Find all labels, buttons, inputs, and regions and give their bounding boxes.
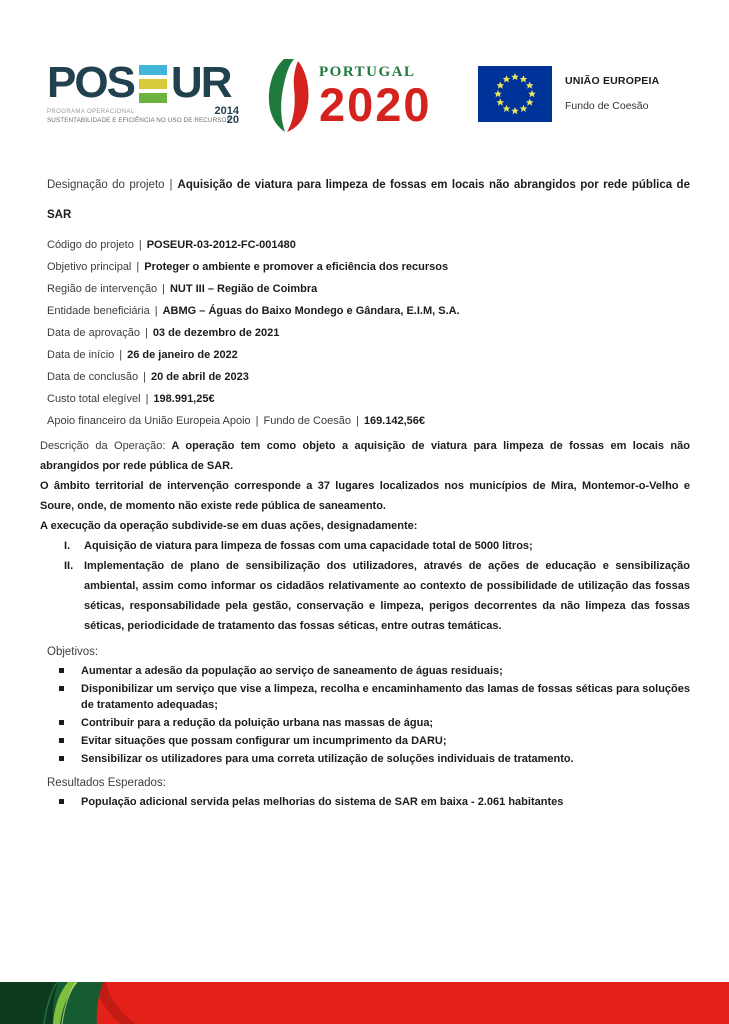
- operation-description: [40, 436, 690, 636]
- poseur-years: [215, 107, 239, 125]
- list-item: Aumentar a adesão da população ao serviço de saneamento de águas residuais;: [40, 663, 690, 679]
- poseur-wordmark-pre: POS: [47, 58, 134, 107]
- poseur-wordmark: [47, 58, 239, 107]
- actions-list-item: II. Implementação de plano de sensibilização dos utilizadores, através de ações de educação e sensibilização ambiental, assim como informar os cidadãos relativamente ao contexto de possibilidade de utilização das fossas séticas, responsabilidade pela gestão, conservação e limpeza, perigos decorrentes da não limpeza das fossas séticas, periodicidade de tratamento das fossas séticas, entre outras temáticas.: [64, 560, 690, 632]
- eu-flag-icon: [478, 66, 552, 122]
- bullet-icon: [59, 738, 64, 743]
- eu-logo: [478, 66, 659, 122]
- document-content: [40, 170, 690, 810]
- actions-list: [40, 536, 690, 636]
- eu-text: [565, 66, 659, 122]
- detail-row: Região de intervenção | NUT III – Região de Coimbra: [47, 283, 318, 295]
- bullet-icon: [59, 668, 64, 673]
- objectives-title: Objetivos:: [47, 646, 99, 658]
- portugal2020-logo: [268, 58, 432, 132]
- designation-value: Aquisição de viatura para limpeza de fossas em locais não abrangidos por rede pública de SAR: [47, 179, 690, 221]
- project-details: [47, 234, 690, 432]
- list-item: Contribuir para a redução da poluição urbana nas massas de água;: [40, 715, 690, 731]
- bullet-icon: [59, 756, 64, 761]
- portugal2020-title: PORTUGAL: [319, 64, 416, 80]
- portugal2020-text: [319, 58, 432, 132]
- list-item: Evitar situações que possam configurar um incumprimento da DARU;: [40, 733, 690, 749]
- portugal2020-leaf-icon: [268, 58, 312, 132]
- poseur-logo: [47, 58, 239, 126]
- poseur-wordmark-post: UR: [170, 58, 231, 107]
- poseur-years-top: 2014: [214, 105, 239, 117]
- designation-label: Designação do projeto: [47, 179, 165, 191]
- detail-row: Data de aprovação | 03 de dezembro de 2021: [47, 327, 280, 339]
- poseur-subtitle-line2: SUSTENTABILIDADE E EFICIÊNCIA NO USO DE RECURSOS: [47, 117, 231, 124]
- detail-row: Entidade beneficiária | ABMG – Águas do Baixo Mondego e Gândara, E.I.M, S.A.: [47, 305, 460, 317]
- detail-row: Data de conclusão | 20 de abril de 2023: [47, 371, 249, 383]
- bullet-icon: [59, 686, 64, 691]
- detail-row: Custo total elegível | 198.991,25€: [47, 393, 215, 405]
- list-item: População adicional servida pelas melhorias do sistema de SAR em baixa - 2.061 habitantes: [40, 794, 690, 810]
- description-paragraph-2: O âmbito territorial de intervenção corresponde a 37 lugares localizados nos municípios de Mira, Montemor-o-Velho e Soure, onde, de momento não existe rede pública de saneamento.: [40, 480, 690, 512]
- detail-row: Código do projeto | POSEUR-03-2012-FC-001480: [47, 239, 296, 251]
- results-title: Resultados Esperados:: [47, 777, 166, 789]
- portugal2020-year: 2020: [319, 78, 432, 131]
- detail-row: Objetivo principal | Proteger o ambiente e promover a eficiência dos recursos: [47, 261, 449, 273]
- actions-list-item: I. Aquisição de viatura para limpeza de fossas com uma capacidade total de 5000 litros;: [64, 540, 533, 552]
- poseur-e-bars-icon: [139, 65, 167, 103]
- results-list: [40, 794, 690, 810]
- list-item: Disponibilizar um serviço que vise a limpeza, recolha e encaminhamento das lamas de fossas séticas para soluções de tratamento adequadas;: [40, 681, 690, 713]
- poseur-years-bottom: 20: [226, 114, 239, 126]
- footer-brand-bar: [0, 982, 729, 1024]
- description-paragraph-1: Descrição da Operação: A operação tem como objeto a aquisição de viatura para limpeza de fossas em locais não abrangidos por rede pública de SAR.: [40, 440, 690, 472]
- objectives-list: [40, 663, 690, 767]
- description-paragraph-3: A execução da operação subdivide-se em duas ações, designadamente:: [40, 520, 418, 532]
- detail-row: Apoio financeiro da União Europeia Apoio | Fundo de Coesão | 169.142,56€: [47, 415, 425, 427]
- eu-union-label: UNIÃO EUROPEIA: [565, 75, 660, 87]
- bullet-icon: [59, 720, 64, 725]
- bullet-icon: [59, 799, 64, 804]
- detail-row: Data de início | 26 de janeiro de 2022: [47, 349, 238, 361]
- eu-fund-label: Fundo de Coesão: [565, 100, 649, 112]
- description-label: Descrição da Operação:: [40, 440, 166, 452]
- poseur-subtitle: [47, 105, 239, 126]
- list-item: Sensibilizar os utilizadores para uma correta utilização de soluções individuais de tratamento.: [40, 751, 690, 767]
- footer-swoosh-graphic: [0, 982, 729, 1024]
- project-designation: Designação do projeto | Aquisição de viatura para limpeza de fossas em locais não abrangidos por rede pública de SAR: [47, 179, 690, 221]
- poseur-subtitle-line1: PROGRAMA OPERACIONAL: [47, 109, 135, 115]
